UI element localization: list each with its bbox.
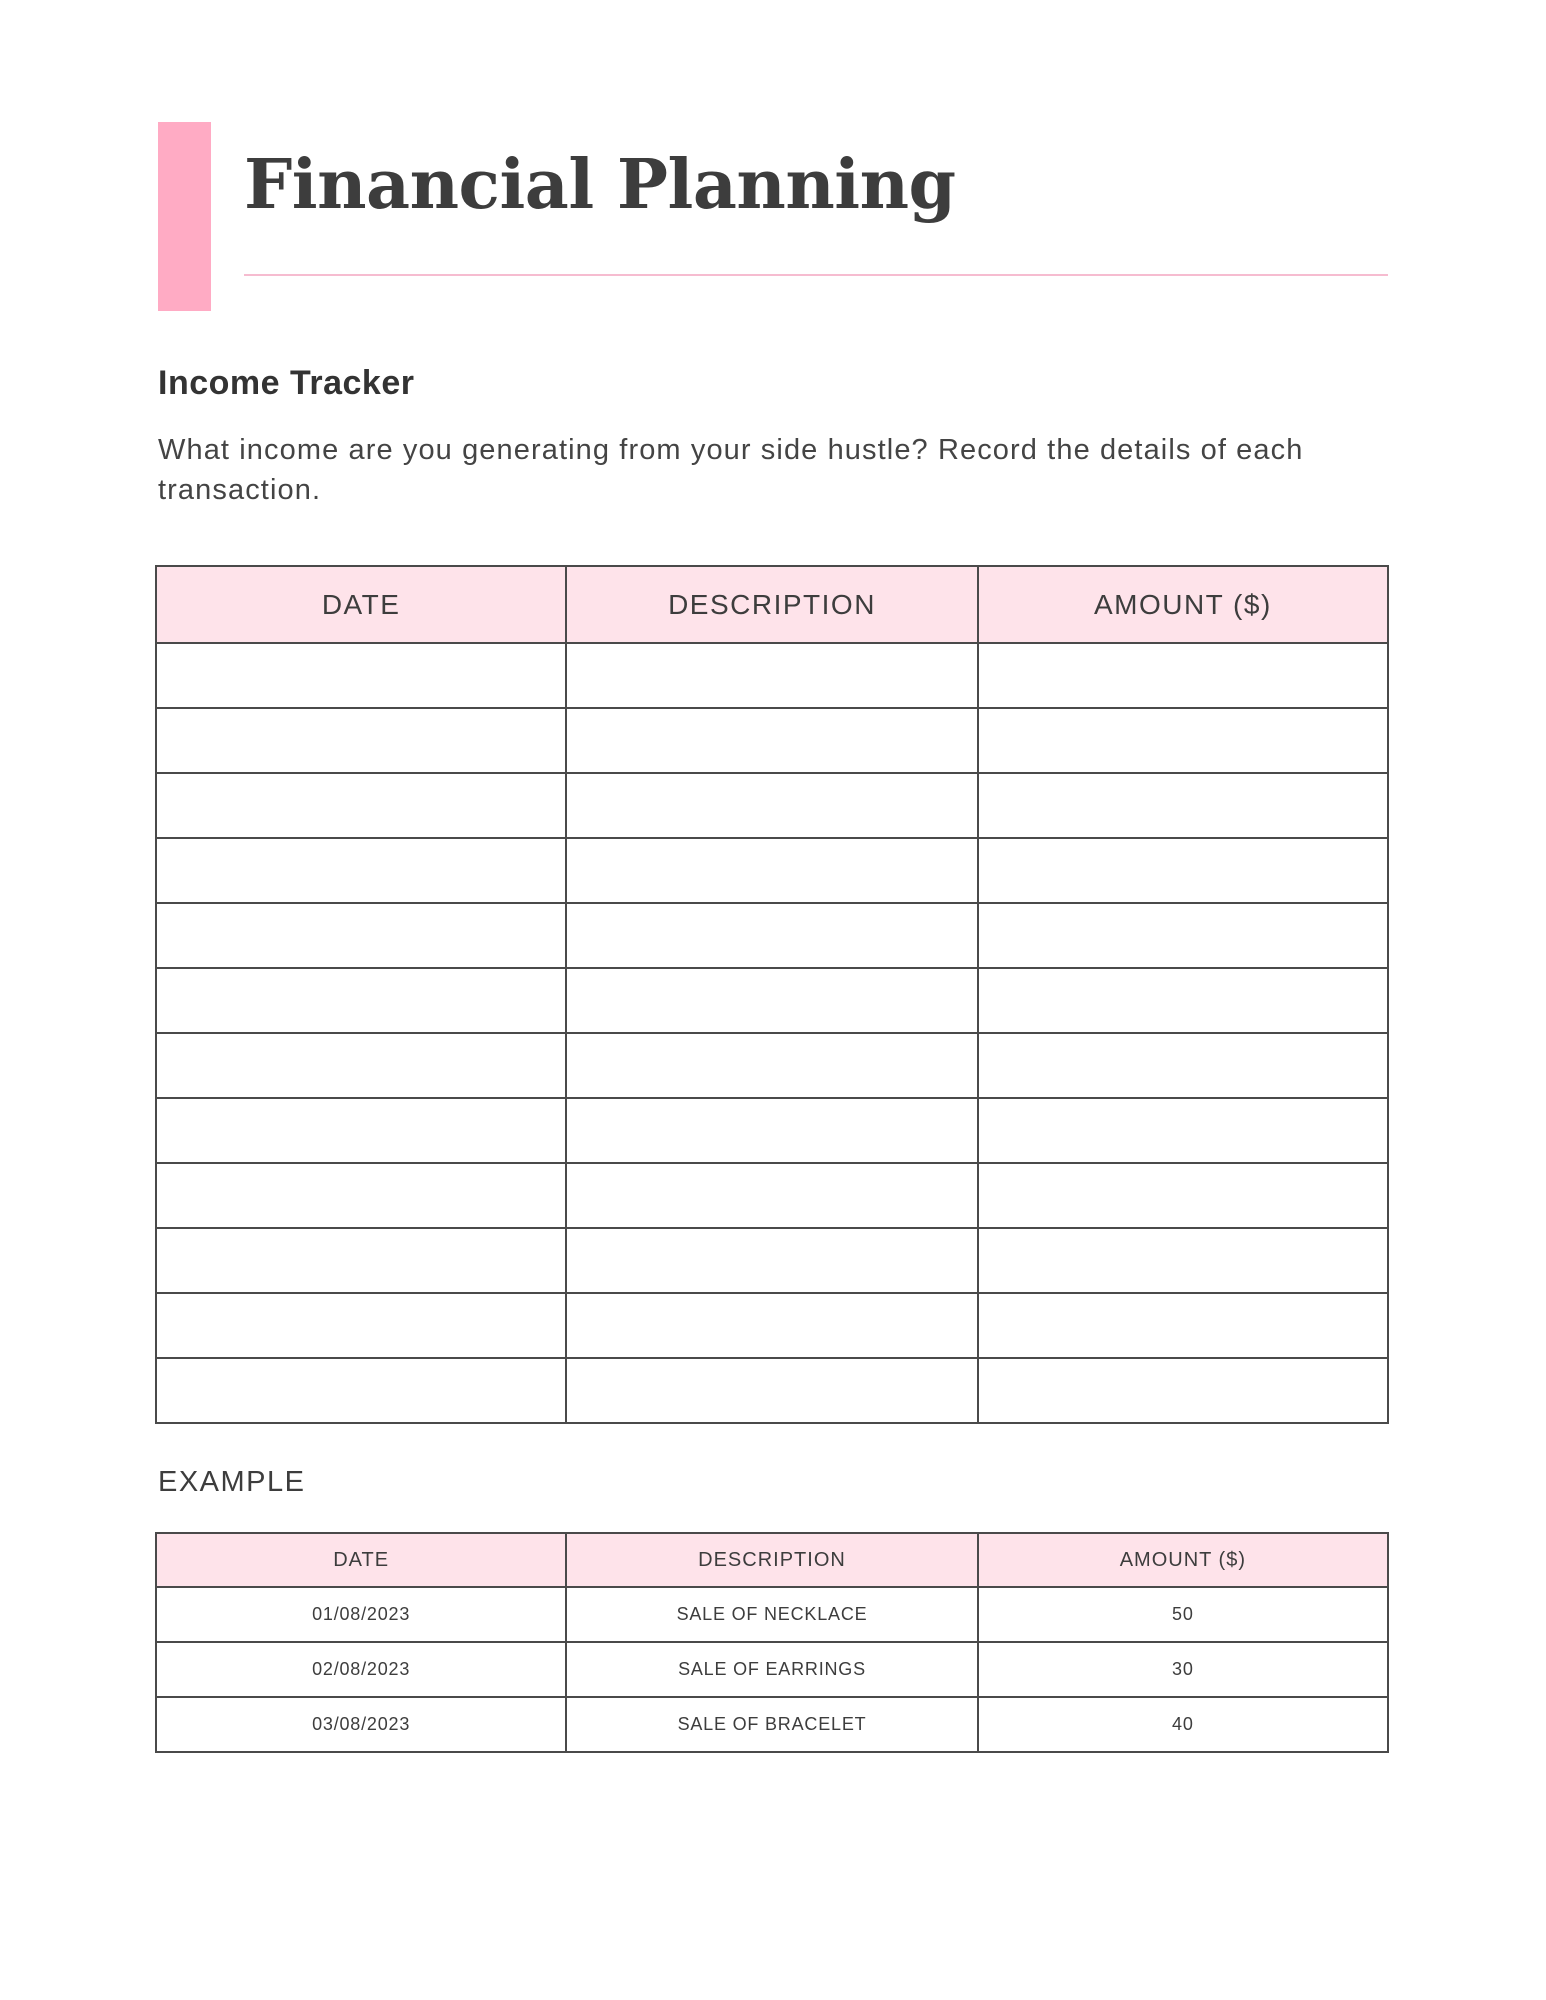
- tracker-cell-description[interactable]: [566, 968, 977, 1033]
- section-intro: What income are you generating from your side hustle? Record the details of each transaction.: [158, 434, 1304, 506]
- tracker-cell-amount[interactable]: [978, 1163, 1388, 1228]
- example-table: [155, 1532, 1389, 1753]
- tracker-cell-description[interactable]: [566, 1163, 977, 1228]
- tracker-cell-amount[interactable]: [978, 773, 1388, 838]
- example-cell-description: SALE OF NECKLACE: [566, 1587, 977, 1642]
- tracker-row: [156, 773, 1388, 838]
- example-row: [156, 1642, 1388, 1697]
- example-row: [156, 1587, 1388, 1642]
- example-cell-amount: 50: [978, 1587, 1388, 1642]
- tracker-row: [156, 838, 1388, 903]
- tracker-cell-date[interactable]: [156, 1098, 566, 1163]
- section-heading: Income Tracker: [158, 364, 415, 402]
- example-row: [156, 1697, 1388, 1752]
- income-tracker-table: [155, 565, 1389, 1424]
- example-cell-description: SALE OF EARRINGS: [566, 1642, 977, 1697]
- tracker-row: [156, 1163, 1388, 1228]
- tracker-body: [156, 643, 1388, 1423]
- tracker-cell-amount[interactable]: [978, 643, 1388, 708]
- tracker-cell-description[interactable]: [566, 903, 977, 968]
- page-title: Financial Planning: [244, 145, 956, 225]
- example-header-description: DESCRIPTION: [566, 1533, 977, 1587]
- tracker-row: [156, 1228, 1388, 1293]
- example-cell-description: SALE OF BRACELET: [566, 1697, 977, 1752]
- tracker-row: [156, 1358, 1388, 1423]
- example-cell-amount: 40: [978, 1697, 1388, 1752]
- tracker-cell-date[interactable]: [156, 1293, 566, 1358]
- tracker-cell-amount[interactable]: [978, 1293, 1388, 1358]
- tracker-row: [156, 968, 1388, 1033]
- tracker-cell-amount[interactable]: [978, 708, 1388, 773]
- tracker-cell-date[interactable]: [156, 1033, 566, 1098]
- tracker-row: [156, 1033, 1388, 1098]
- example-cell-amount: 30: [978, 1642, 1388, 1697]
- tracker-row: [156, 1293, 1388, 1358]
- tracker-header-date: DATE: [156, 566, 566, 643]
- tracker-cell-date[interactable]: [156, 1358, 566, 1423]
- tracker-cell-amount[interactable]: [978, 1228, 1388, 1293]
- example-header-amount: AMOUNT ($): [978, 1533, 1388, 1587]
- tracker-cell-description[interactable]: [566, 643, 977, 708]
- tracker-row: [156, 1098, 1388, 1163]
- tracker-cell-date[interactable]: [156, 1163, 566, 1228]
- tracker-cell-description[interactable]: [566, 708, 977, 773]
- tracker-row: [156, 708, 1388, 773]
- tracker-cell-date[interactable]: [156, 708, 566, 773]
- tracker-header-amount: AMOUNT ($): [978, 566, 1388, 643]
- tracker-cell-description[interactable]: [566, 1033, 977, 1098]
- tracker-cell-amount[interactable]: [978, 968, 1388, 1033]
- tracker-cell-description[interactable]: [566, 1358, 977, 1423]
- tracker-cell-description[interactable]: [566, 1293, 977, 1358]
- tracker-cell-amount[interactable]: [978, 1033, 1388, 1098]
- tracker-cell-date[interactable]: [156, 903, 566, 968]
- tracker-cell-amount[interactable]: [978, 1358, 1388, 1423]
- example-cell-date: 02/08/2023: [156, 1642, 566, 1697]
- title-accent-bar: [158, 122, 211, 311]
- tracker-header-row: [156, 566, 1388, 643]
- example-label: EXAMPLE: [158, 1466, 306, 1498]
- tracker-cell-description[interactable]: [566, 1228, 977, 1293]
- tracker-cell-date[interactable]: [156, 1228, 566, 1293]
- tracker-cell-amount[interactable]: [978, 903, 1388, 968]
- tracker-cell-date[interactable]: [156, 643, 566, 708]
- example-cell-date: 03/08/2023: [156, 1697, 566, 1752]
- tracker-header-description: DESCRIPTION: [566, 566, 977, 643]
- example-cell-date: 01/08/2023: [156, 1587, 566, 1642]
- tracker-row: [156, 903, 1388, 968]
- example-header-date: DATE: [156, 1533, 566, 1587]
- example-header-row: [156, 1533, 1388, 1587]
- tracker-cell-description[interactable]: [566, 838, 977, 903]
- tracker-cell-amount[interactable]: [978, 838, 1388, 903]
- tracker-cell-description[interactable]: [566, 1098, 977, 1163]
- tracker-row: [156, 643, 1388, 708]
- tracker-cell-description[interactable]: [566, 773, 977, 838]
- tracker-cell-date[interactable]: [156, 968, 566, 1033]
- tracker-cell-date[interactable]: [156, 773, 566, 838]
- tracker-cell-date[interactable]: [156, 838, 566, 903]
- title-divider: [244, 274, 1388, 276]
- tracker-cell-amount[interactable]: [978, 1098, 1388, 1163]
